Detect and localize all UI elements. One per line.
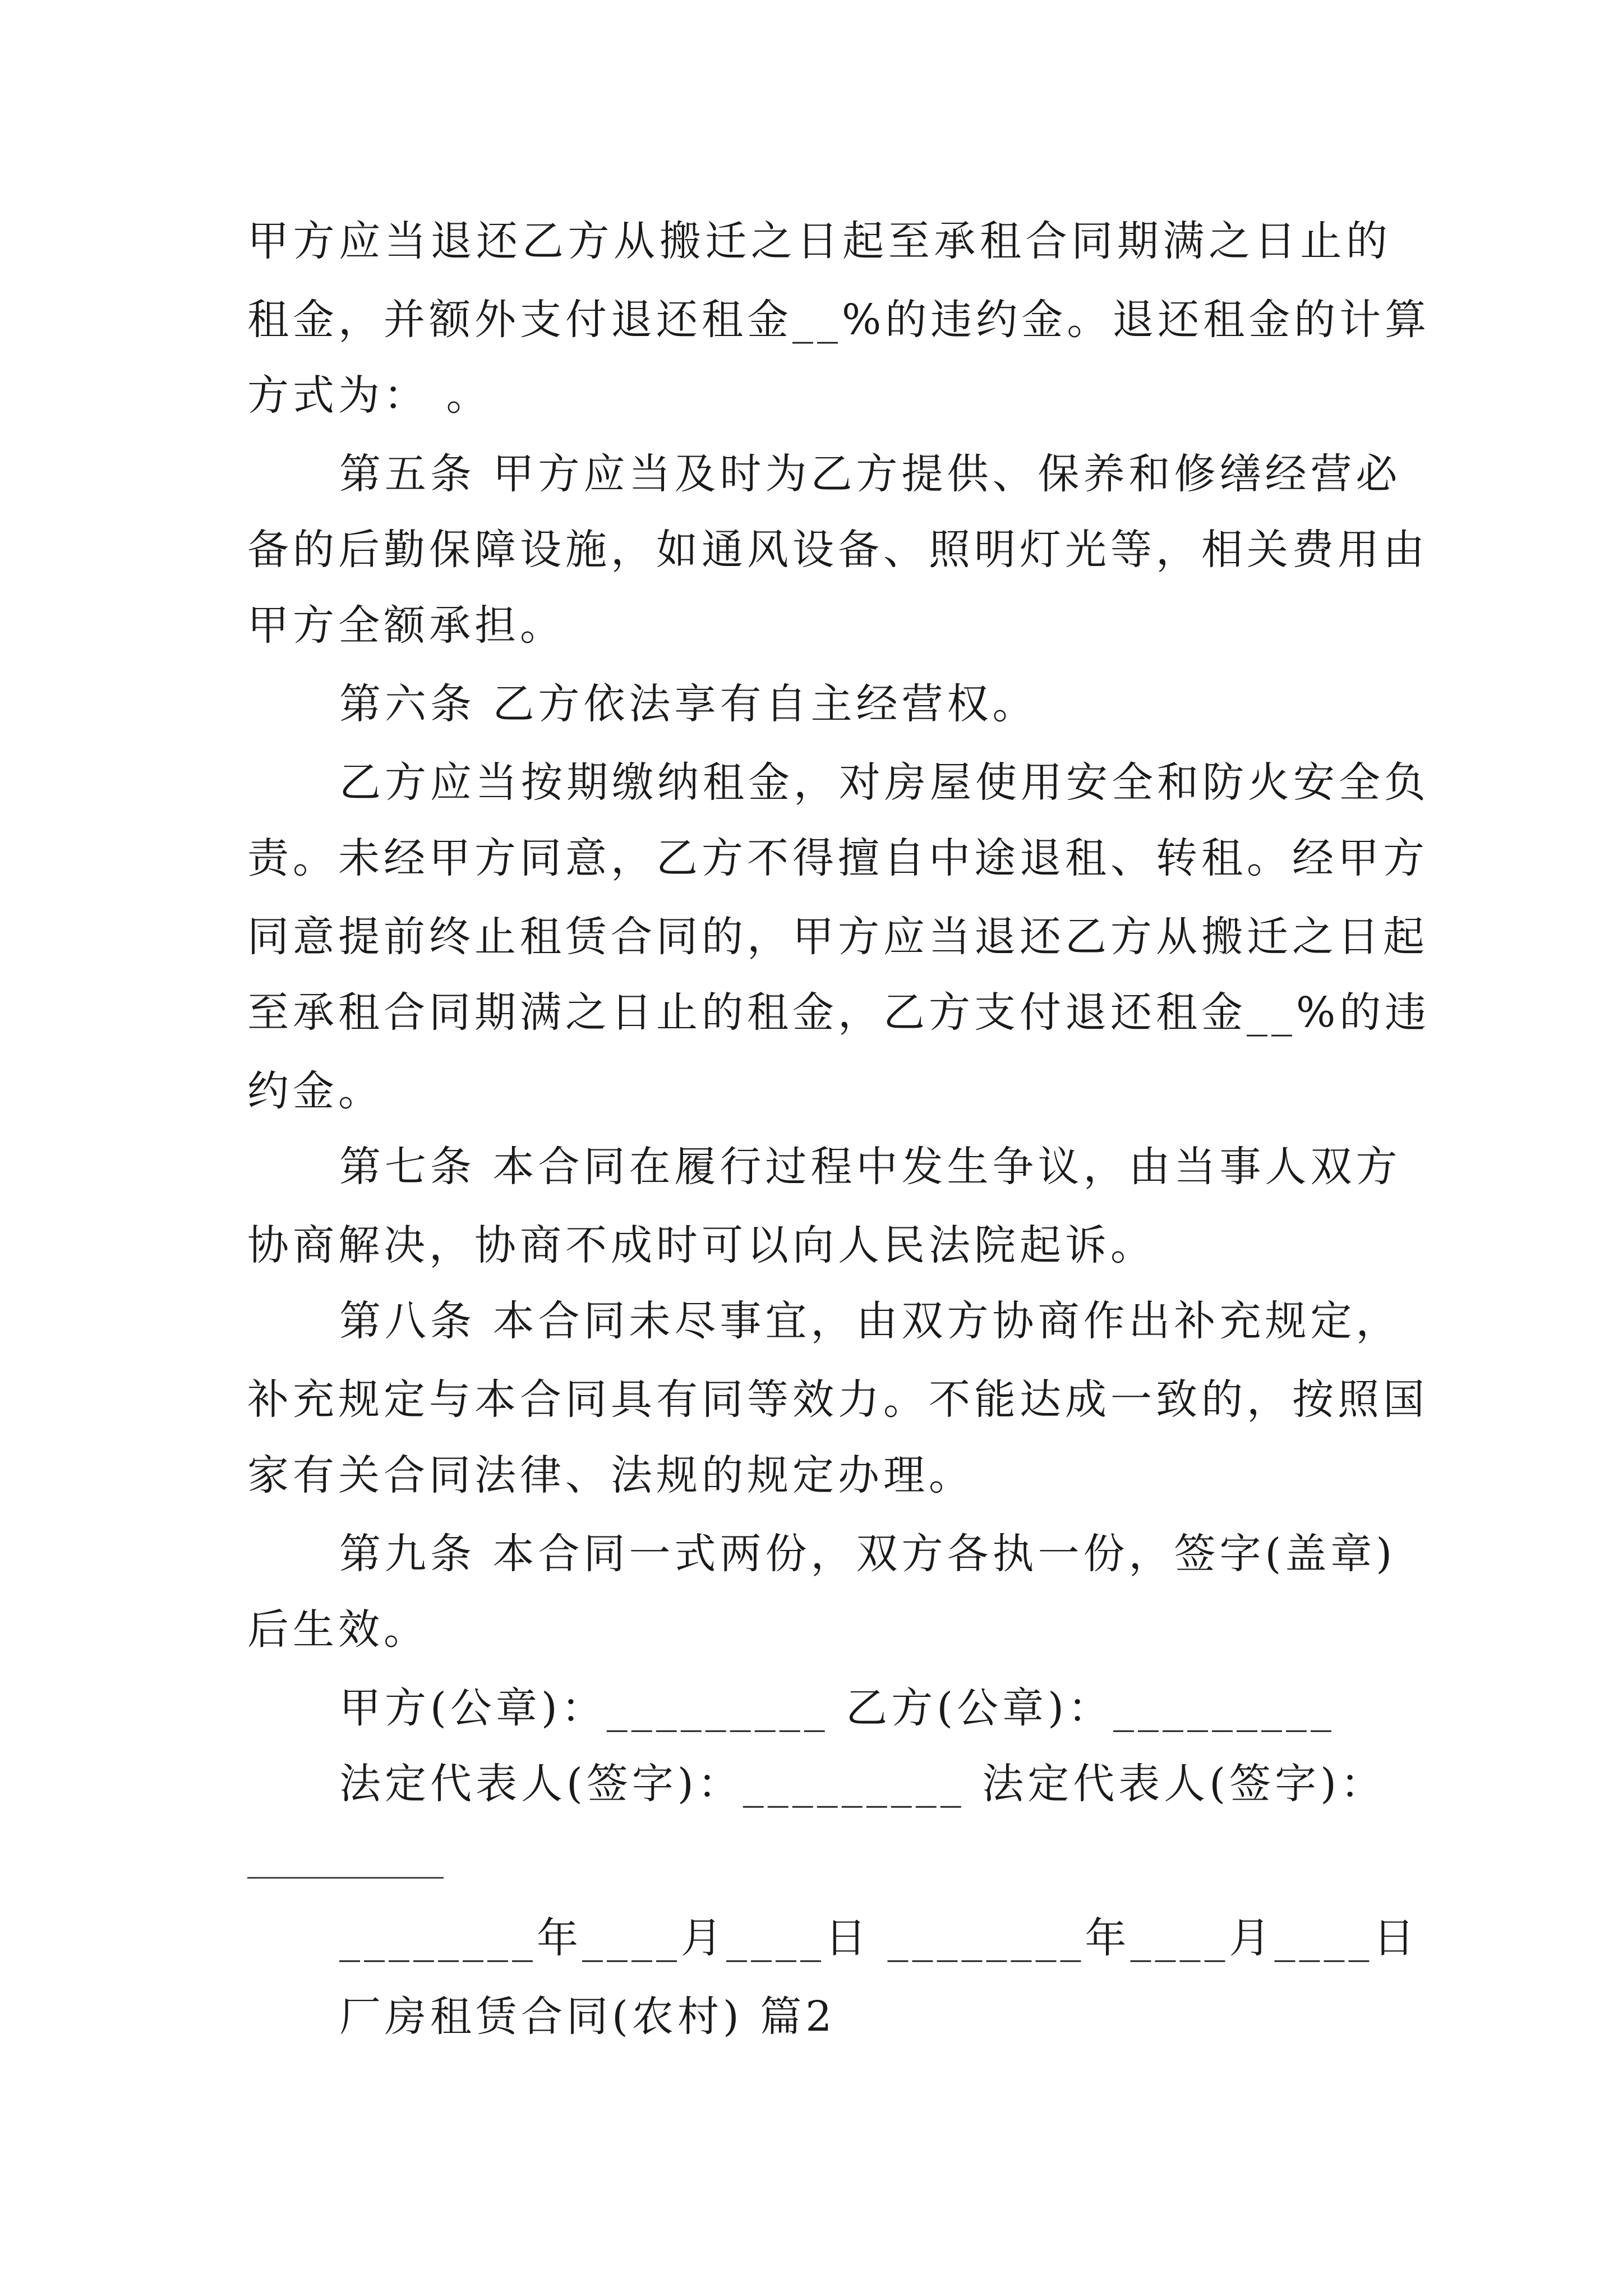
text-line: 甲方全额承担。 — [247, 601, 565, 650]
signature-blank-line — [247, 1877, 444, 1879]
legal-representative-line: 法定代表人(签字)：_________ 法定代表人(签字)： — [339, 1760, 1386, 1808]
section-title: 厂房租赁合同(农村) 篇2 — [339, 1993, 836, 2041]
party-seal-line: 甲方(公章)：_________ 乙方(公章)：_________ — [339, 1684, 1336, 1732]
article-9-heading-line: 第九条 本合同一式两份，双方各执一份，签字(盖章) — [339, 1530, 1396, 1578]
date-line: ________年____月____日 ________年____月____日 — [339, 1914, 1419, 1962]
text-line: 租金，并额外支付退还租金__%的违约金。退还租金的计算 — [247, 296, 1431, 344]
article-7-heading-line: 第七条 本合同在履行过程中发生争议，由当事人双方 — [339, 1143, 1401, 1191]
text-line: 责。未经甲方同意，乙方不得擅自中途退租、转租。经甲方 — [247, 834, 1428, 882]
text-line: 方式为： 。 — [247, 371, 492, 420]
text-line: 备的后勤保障设施，如通风设备、照明灯光等，相关费用由 — [247, 526, 1428, 574]
article-5-heading-line: 第五条 甲方应当及时为乙方提供、保养和修缮经营必 — [339, 450, 1401, 498]
text-line: 至承租合同期满之日止的租金，乙方支付退还租金__%的违 — [247, 988, 1431, 1037]
text-line: 约金。 — [247, 1067, 384, 1115]
text-line: 乙方应当按期缴纳租金，对房屋使用安全和防火安全负 — [339, 758, 1430, 807]
article-8-heading-line: 第八条 本合同未尽事宜，由双方协商作出补充规定， — [339, 1297, 1401, 1345]
text-line: 后生效。 — [247, 1605, 429, 1654]
text-line: 协商解决，协商不成时可以向人民法院起诉。 — [247, 1221, 1156, 1269]
text-line: 补充规定与本合同具有同等效力。不能达成一致的，按照国 — [247, 1375, 1428, 1424]
text-line: 同意提前终止租赁合同的，甲方应当退还乙方从搬迁之日起 — [247, 913, 1428, 961]
text-line: 甲方应当退还乙方从搬迁之日起至承租合同期满之日止的 — [247, 217, 1391, 265]
article-6-heading-line: 第六条 乙方依法享有自主经营权。 — [339, 680, 1038, 728]
text-line: 家有关合同法律、法规的规定办理。 — [247, 1451, 974, 1499]
